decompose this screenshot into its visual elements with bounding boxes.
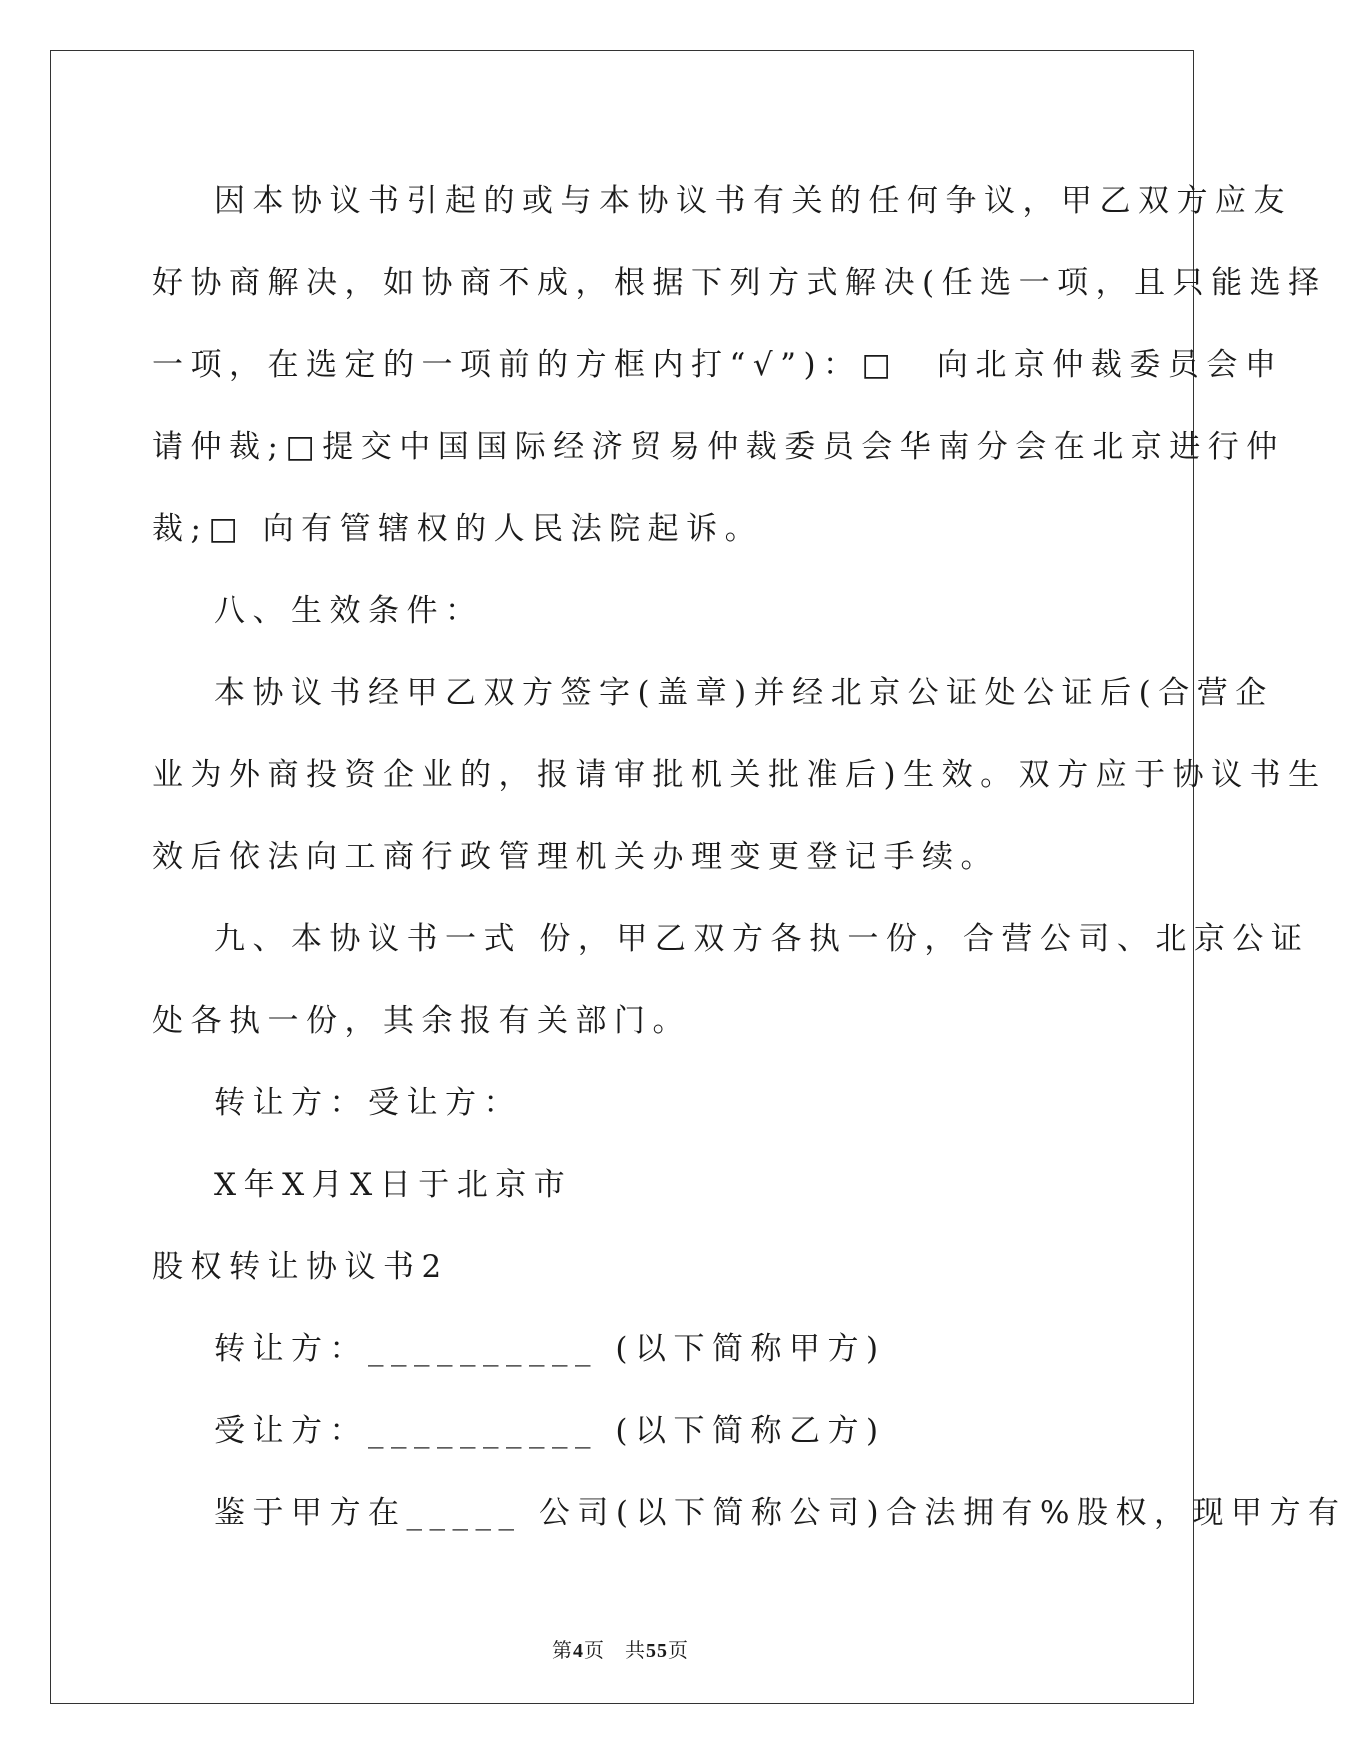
paragraph-line: 效后依法向工商行政管理机关办理变更登记手续。 [152, 839, 999, 875]
page-footer [0, 1634, 1241, 1663]
transferor-line: 转让方：__________ (以下简称甲方) [214, 1331, 886, 1367]
paragraph-line: 好协商解决，如协商不成，根据下列方式解决(任选一项，且只能选择 [152, 265, 1327, 301]
paragraph-line: 因本协议书引起的或与本协议书有关的任何争议，甲乙双方应友 [214, 183, 1292, 219]
signature-parties: 转让方：受让方： [214, 1085, 522, 1121]
paragraph-line: 九、本协议书一式 份，甲乙双方各执一份，合营公司、北京公证 [214, 921, 1310, 957]
transferee-line: 受让方：__________ (以下简称乙方) [214, 1413, 886, 1449]
total-prefix: 共 [625, 1638, 646, 1662]
paragraph-line: 业为外商投资企业的，报请审批机关批准后)生效。双方应于协议书生 [152, 757, 1327, 793]
paragraph-line: 裁;□ 向有管辖权的人民法院起诉。 [152, 511, 764, 547]
page-suffix: 页 [584, 1638, 605, 1662]
total-pages: 55 [646, 1640, 668, 1662]
page-number: 4 [573, 1640, 584, 1662]
document-body [152, 160, 1347, 1554]
paragraph-line: 一项，在选定的一项前的方框内打“√”)：□ 向北京仲裁委员会申 [152, 347, 1284, 383]
document-title: 股权转让协议书2 [152, 1249, 449, 1285]
page-prefix: 第 [552, 1638, 573, 1662]
paragraph-line: 请仲裁;□提交中国国际经济贸易仲裁委员会华南分会在北京进行仲 [152, 429, 1285, 465]
signing-date-place: X年X月X日于北京市 [214, 1167, 573, 1203]
paragraph-line: 鉴于甲方在_____ 公司(以下简称公司)合法拥有%股权，现甲方有 [214, 1495, 1347, 1531]
paragraph-line: 处各执一份，其余报有关部门。 [152, 1003, 691, 1039]
section-heading: 八、生效条件： [214, 593, 484, 629]
total-suffix: 页 [668, 1638, 689, 1662]
paragraph-line: 本协议书经甲乙双方签字(盖章)并经北京公证处公证后(合营企 [214, 675, 1274, 711]
